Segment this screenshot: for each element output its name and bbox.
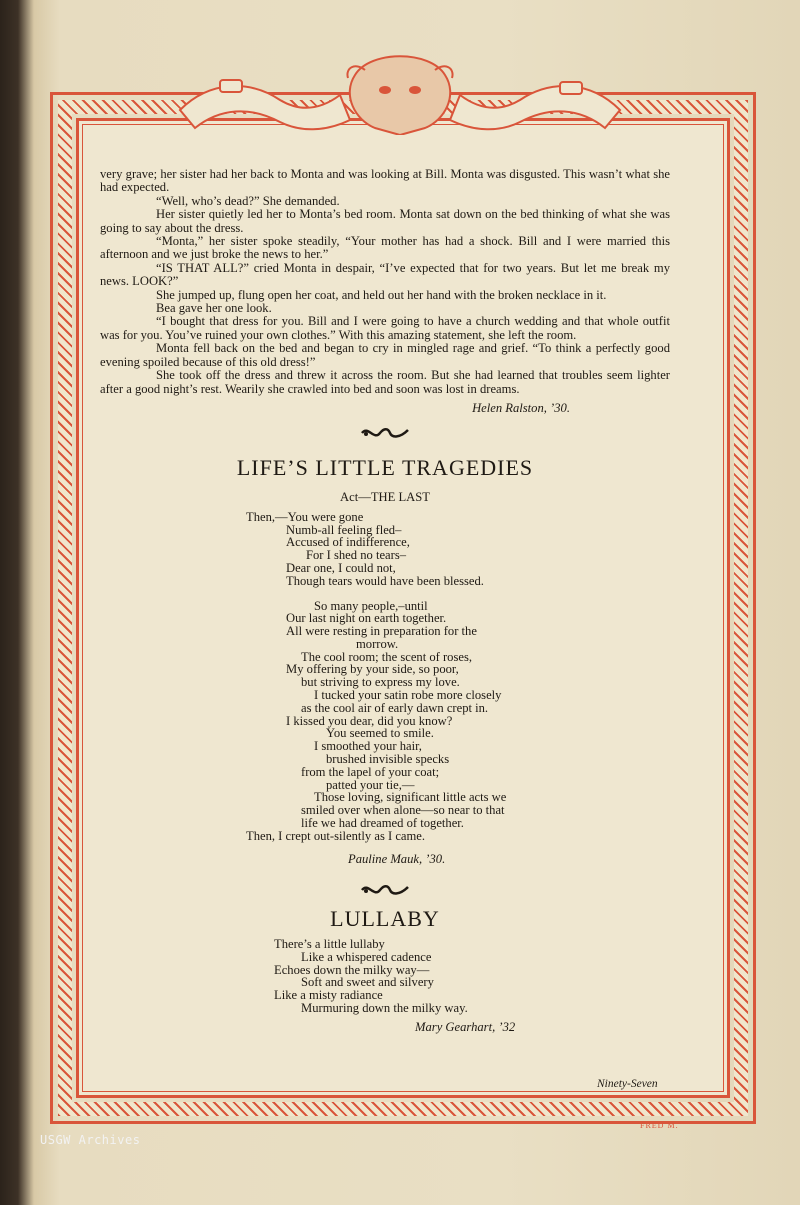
story-paragraph: very grave; her sister had her back to Monta and was looking at Bill. Monta was disgusted. This wasn’t what she had expected.	[100, 167, 670, 195]
story-author: Helen Ralston, ’30.	[472, 400, 570, 415]
poem-line: There’s a little lullaby	[274, 937, 385, 952]
story-paragraph: “I bought that dress for you. Bill and I were going to have a church wedding and that whole outfit was for you. You’ve ruined your own clothes.” With this amazing statement, she left the room.	[100, 314, 670, 342]
poem2-author: Mary Gearhart, ’32	[415, 1019, 516, 1034]
poem-line: I kissed you dear, did you know?	[286, 713, 453, 728]
story-paragraph: She took off the dress and threw it across the room. But she had learned that troubles seem lighter after a good night’s rest. Wearily she crawled into bed and soon was lost in dreams.	[100, 368, 670, 396]
story-paragraph: “IS THAT ALL?” cried Monta in despair, “I’ve expected that for two years. But let me break my news. LOOK?”	[100, 260, 670, 289]
poem-line: as the cool air of early dawn crept in.	[301, 700, 489, 715]
poem-line: The cool room; the scent of roses,	[301, 649, 473, 664]
poem-line: Like a misty radiance	[274, 988, 383, 1003]
poem-line: Those loving, significant little acts we	[314, 790, 507, 805]
artist-mark: FRED M.	[640, 1121, 679, 1130]
page-content	[100, 168, 670, 1034]
poem-line: brushed invisible specks	[326, 752, 450, 767]
poem-line: I smoothed your hair,	[314, 739, 422, 754]
poem-line: patted your tie,—	[326, 777, 415, 792]
poem2-body	[100, 938, 670, 1015]
poem-line: Then, I crept out-silently as I came.	[246, 828, 426, 843]
poem-line: Then,—You were gone	[246, 509, 364, 524]
poem-line: Murmuring down the milky way.	[301, 1001, 468, 1016]
story-paragraph: She jumped up, flung open her coat, and held out her hand with the broken necklace in it.	[156, 287, 607, 302]
poem-line: All were resting in preparation for the	[286, 624, 477, 639]
flourish-ornament	[360, 425, 410, 441]
poem-line: So many people,–until	[314, 598, 428, 613]
story-paragraph: Her sister quietly led her to Monta’s bed room. Monta sat down on the bed thinking of what she was going to say about the dress.	[100, 207, 670, 235]
poem-line: life we had dreamed of together.	[301, 816, 464, 831]
archive-watermark: USGW Archives	[40, 1133, 141, 1147]
page-number: Ninety-Seven	[597, 1078, 658, 1090]
poem-line: Like a whispered cadence	[301, 949, 432, 964]
poem1-body	[100, 511, 670, 843]
poem-line: morrow.	[356, 636, 399, 651]
poem-line: My offering by your side, so poor,	[286, 662, 459, 677]
poem2-title: LULLABY	[330, 906, 440, 932]
story-paragraph: “Well, who’s dead?” She demanded.	[156, 193, 340, 208]
poem1-author: Pauline Mauk, ’30.	[348, 851, 446, 866]
poem-line: You seemed to smile.	[326, 726, 434, 741]
poem-line: from the lapel of your coat;	[301, 764, 440, 779]
poem-line: smiled over when alone—so near to that	[301, 803, 505, 818]
poem-line: Dear one, I could not,	[286, 560, 396, 575]
poem-line: Though tears would have been blessed.	[286, 573, 484, 588]
poem-line: Echoes down the milky way—	[274, 962, 430, 977]
story-paragraph: Monta fell back on the bed and began to cry in mingled rage and grief. “To think a perfectly good evening spoiled because of this old dress!”	[100, 341, 670, 369]
poem-line: Our last night on earth together.	[286, 611, 447, 626]
poem-line: Soft and sweet and silvery	[301, 975, 434, 990]
poem-line: For I shed no tears–	[306, 548, 407, 563]
flourish-ornament-2	[360, 882, 410, 898]
poem-line: I tucked your satin robe more closely	[314, 688, 502, 703]
poem-line: but striving to express my love.	[301, 675, 460, 690]
poem1-title: LIFE’S LITTLE TRAGEDIES	[236, 455, 534, 481]
story-text	[100, 168, 670, 396]
poem1-subtitle: Act—THE LAST	[340, 490, 430, 505]
bison-crest-ornament	[140, 40, 660, 135]
poem-line: Accused of indifference,	[286, 535, 410, 550]
story-paragraph: Bea gave her one look.	[156, 301, 272, 316]
poem-line	[100, 588, 670, 600]
poem-line: Numb-all feeling fled–	[286, 522, 402, 537]
story-paragraph: “Monta,” her sister spoke steadily, “Your mother has had a shock. Bill and I were married this afternoon and we just broke the news to her.”	[100, 234, 670, 262]
